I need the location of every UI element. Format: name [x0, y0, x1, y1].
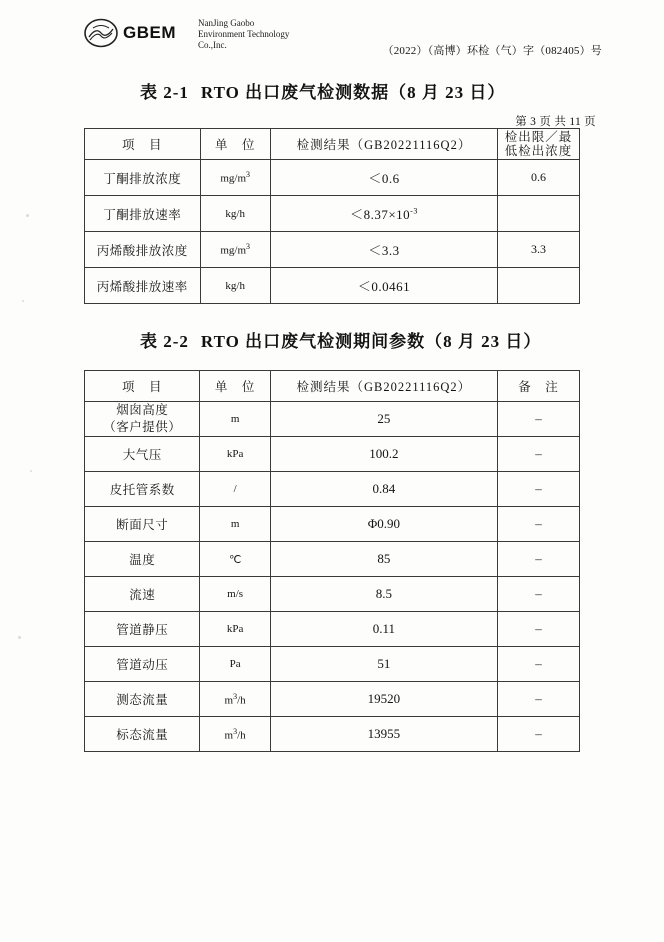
- table2-header-result: 检测结果（GB20221116Q2）: [270, 371, 497, 402]
- scan-speckle: [18, 636, 21, 639]
- table-row: [85, 612, 580, 647]
- table2-r0-note: –: [497, 402, 579, 437]
- table-row: [85, 577, 580, 612]
- table1-r1-item: 丁酮排放速率: [85, 196, 201, 232]
- table2-r8-unit: $m^3/h$: [200, 682, 270, 717]
- table1-r3-limit: [498, 268, 580, 304]
- table2-r9-item: 标态流量: [85, 717, 200, 752]
- table2-r6-item: 管道静压: [85, 612, 200, 647]
- table1-r0-limit: 0.6: [498, 160, 580, 196]
- table2-r5-note: –: [497, 577, 579, 612]
- brand-logo: [84, 18, 176, 48]
- table2-r9-note: –: [497, 717, 579, 752]
- table2-r0-item: 烟囱高度 （客户提供）: [85, 402, 200, 437]
- brand-name: GBEM: [123, 23, 176, 42]
- table-row: [85, 268, 580, 304]
- table-row: [85, 437, 580, 472]
- table1-title-number: 表 2-1: [140, 83, 189, 102]
- scan-speckle: [26, 214, 29, 217]
- company-line-3: Co.,Inc.: [198, 40, 227, 50]
- table-header-row: [85, 129, 580, 160]
- table2-r5-unit: m/s: [200, 577, 270, 612]
- table1-r1-unit: kg/h: [200, 196, 270, 232]
- table1-r2-result: ＜3.3: [270, 232, 497, 268]
- table1-r2-item: 丙烯酸排放浓度: [85, 232, 201, 268]
- table1-header-limit: 检出限／最低检出浓度: [498, 129, 580, 160]
- table-row: [85, 472, 580, 507]
- table2-r7-note: –: [497, 647, 579, 682]
- table2-header-note: 备 注: [497, 371, 579, 402]
- table-row: [85, 647, 580, 682]
- table2-r8-result: 19520: [270, 682, 497, 717]
- table2-r9-result: 13955: [270, 717, 497, 752]
- table1-header-unit: 单 位: [200, 129, 270, 160]
- scan-speckle: [30, 470, 32, 472]
- scan-speckle: [22, 300, 24, 302]
- table1-header-item: 项 目: [85, 129, 201, 160]
- table2-r6-unit: kPa: [200, 612, 270, 647]
- gbem-logo-icon: [84, 18, 118, 48]
- table1-r3-item: 丙烯酸排放速率: [85, 268, 201, 304]
- table2-r8-note: –: [497, 682, 579, 717]
- table2-r3-item: 断面尺寸: [85, 507, 200, 542]
- table2-r5-result: 8.5: [270, 577, 497, 612]
- table1-r0-result: ＜0.6: [270, 160, 497, 196]
- table-row: [85, 232, 580, 268]
- page-count: 第 3 页 共 11 页: [515, 116, 596, 128]
- table1-header-result: 检测结果（GB20221116Q2）: [270, 129, 497, 160]
- table-row: [85, 160, 580, 196]
- table1-r2-unit: $mg/m^3$: [200, 232, 270, 268]
- company-line-2: Environment Technology: [198, 29, 290, 39]
- table2-r9-unit: $m^3/h$: [200, 717, 270, 752]
- table2-r3-note: –: [497, 507, 579, 542]
- table2-title-text: RTO 出口废气检测期间参数（8 月 23 日）: [200, 332, 542, 351]
- table2-r2-item: 皮托管系数: [85, 472, 200, 507]
- table2-r3-unit: m: [200, 507, 270, 542]
- table2-r4-result: 85: [270, 542, 497, 577]
- table1-r2-limit: 3.3: [498, 232, 580, 268]
- table2-r2-unit: /: [200, 472, 270, 507]
- table2-r1-unit: kPa: [200, 437, 270, 472]
- table2-header-unit: 单 位: [200, 371, 270, 402]
- table-row: [85, 717, 580, 752]
- table1-r0-unit: $mg/m^3$: [200, 160, 270, 196]
- table2-r7-item: 管道动压: [85, 647, 200, 682]
- table-row: [85, 682, 580, 717]
- table1-r3-result: ＜0.0461: [270, 268, 497, 304]
- table1-r3-unit: kg/h: [200, 268, 270, 304]
- table2-r7-result: 51: [270, 647, 497, 682]
- table1-title: [140, 78, 505, 103]
- table2-r0-result: 25: [270, 402, 497, 437]
- table2-title-number: 表 2-2: [140, 332, 189, 351]
- table2-r1-note: –: [497, 437, 579, 472]
- table2-r6-note: –: [497, 612, 579, 647]
- table1-r0-item: 丁酮排放浓度: [85, 160, 201, 196]
- document-code: （2022）（高博）环检（气）字（082405）号: [382, 45, 602, 57]
- table-row: [85, 507, 580, 542]
- table-row: [85, 542, 580, 577]
- table1-r1-limit: [498, 196, 580, 232]
- table2-r5-item: 流速: [85, 577, 200, 612]
- table2-r7-unit: Pa: [200, 647, 270, 682]
- table2-header-item: 项 目: [85, 371, 200, 402]
- rto-outlet-emission-table: [84, 128, 580, 304]
- company-name-block: [198, 18, 289, 51]
- table2-r1-item: 大气压: [85, 437, 200, 472]
- table2-r4-item: 温度: [85, 542, 200, 577]
- table2-r6-result: 0.11: [270, 612, 497, 647]
- table2-r2-result: 0.84: [270, 472, 497, 507]
- table2-title: [140, 327, 541, 352]
- table2-r4-note: –: [497, 542, 579, 577]
- table1-title-text: RTO 出口废气检测数据（8 月 23 日）: [200, 83, 506, 102]
- table2-r0-unit: m: [200, 402, 270, 437]
- table2-r1-result: 100.2: [270, 437, 497, 472]
- company-line-1: NanJing Gaobo: [198, 18, 255, 28]
- table2-r8-item: 测态流量: [85, 682, 200, 717]
- table-header-row: [85, 371, 580, 402]
- table2-r3-result: Φ0.90: [270, 507, 497, 542]
- table1-r1-result: $<8.37\times 10^{-3}$: [270, 196, 497, 232]
- rto-outlet-parameters-table: [84, 370, 580, 752]
- table2-r4-unit: ℃: [200, 542, 270, 577]
- document-header: [0, 18, 664, 66]
- table2-r2-note: –: [497, 472, 579, 507]
- table-row: [85, 196, 580, 232]
- table-row: [85, 402, 580, 437]
